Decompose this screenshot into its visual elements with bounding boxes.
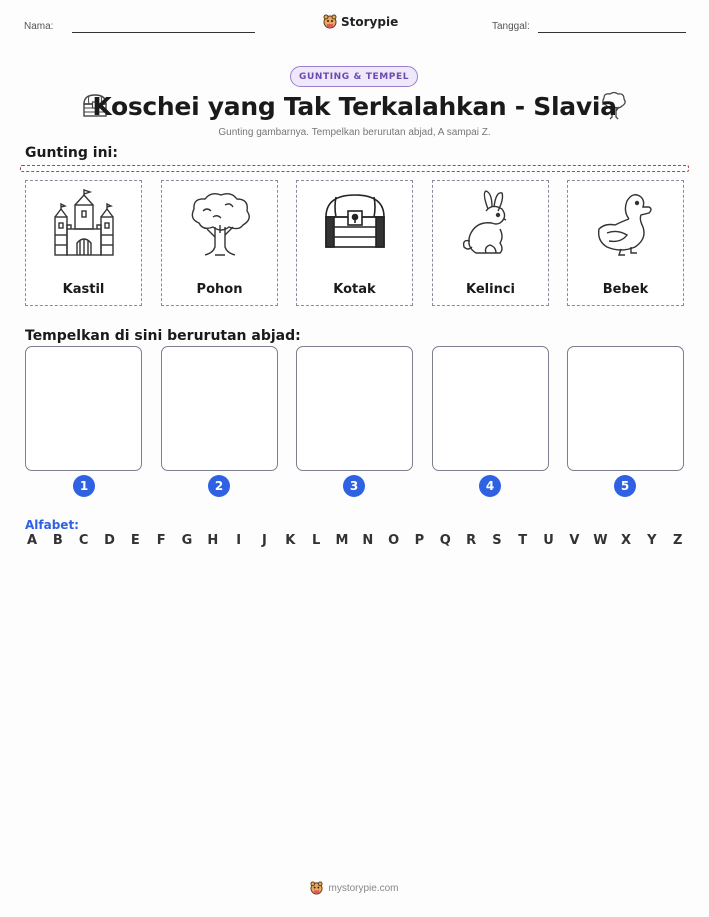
alphabet-letter: S — [492, 533, 502, 548]
card-label: Kelinci — [466, 282, 515, 297]
storypie-logo — [323, 14, 398, 29]
alphabet-letter: O — [388, 533, 400, 548]
paste-heading: Tempelkan di sini berurutan abjad: — [25, 328, 301, 344]
alphabet-letter: B — [52, 533, 63, 548]
cut-line — [20, 165, 689, 172]
slot-number-1: 1 — [73, 475, 95, 497]
cutout-card-chest[interactable] — [296, 180, 413, 306]
card-label: Kotak — [333, 282, 376, 297]
cutout-card-castle[interactable] — [25, 180, 142, 306]
date-label: Tanggal: — [492, 21, 530, 32]
alphabet-letter: X — [621, 533, 632, 548]
alphabet-letter: I — [236, 533, 242, 548]
alphabet-letter: H — [207, 533, 219, 548]
alphabet-letter: J — [262, 533, 267, 548]
cutout-card-tree[interactable] — [161, 180, 278, 306]
alphabet-letter: K — [285, 533, 296, 548]
footer-url[interactable]: mystorypie.com — [328, 882, 399, 894]
alphabet-letter: Z — [672, 533, 683, 548]
tree-icon — [185, 189, 255, 259]
rabbit-icon — [456, 189, 526, 259]
card-label: Pohon — [196, 282, 243, 297]
alphabet-letter: A — [26, 533, 38, 548]
alphabet-letter: F — [156, 533, 166, 548]
page-title: Koschei yang Tak Terkalahkan - Slavia — [92, 92, 617, 121]
alphabet-letter: T — [518, 533, 528, 548]
storypie-mascot-icon — [323, 14, 337, 29]
alphabet-letter: G — [181, 533, 193, 548]
storypie-mascot-icon — [310, 881, 323, 895]
alphabet-letter: L — [311, 533, 321, 548]
alphabet-letter: D — [104, 533, 115, 548]
slot-number-4: 4 — [479, 475, 501, 497]
alphabet-letter: V — [569, 533, 580, 548]
name-label: Nama: — [24, 21, 54, 32]
date-field[interactable] — [538, 32, 686, 33]
alphabet-row — [25, 533, 685, 548]
activity-badge: GUNTING & TEMPEL — [290, 66, 418, 87]
footer — [0, 881, 709, 895]
cutout-card-rabbit[interactable] — [432, 180, 549, 306]
treasure-chest-icon — [320, 189, 390, 259]
duck-icon — [591, 189, 661, 259]
name-field[interactable] — [72, 32, 255, 33]
instructions: Gunting gambarnya. Tempelkan berurutan abjad, A sampai Z. — [218, 127, 491, 138]
slot-number-5: 5 — [614, 475, 636, 497]
alphabet-letter: P — [414, 533, 425, 548]
paste-slot-4[interactable] — [432, 346, 549, 471]
alphabet-heading: Alfabet: — [25, 518, 79, 532]
slot-number-3: 3 — [343, 475, 365, 497]
brand-name: Storypie — [341, 14, 399, 29]
paste-slot-2[interactable] — [161, 346, 278, 471]
paste-slot-5[interactable] — [567, 346, 684, 471]
alphabet-letter: W — [593, 533, 608, 548]
alphabet-letter: M — [335, 533, 349, 548]
slot-number-2: 2 — [208, 475, 230, 497]
alphabet-letter: N — [362, 533, 374, 548]
alphabet-letter: E — [130, 533, 140, 548]
alphabet-letter: R — [466, 533, 477, 548]
paste-slot-3[interactable] — [296, 346, 413, 471]
alphabet-letter: C — [78, 533, 89, 548]
alphabet-letter: U — [543, 533, 554, 548]
alphabet-letter: Q — [439, 533, 451, 548]
castle-icon — [49, 189, 119, 259]
cut-heading: Gunting ini: — [25, 145, 118, 161]
card-label: Kastil — [62, 282, 105, 297]
paste-slot-1[interactable] — [25, 346, 142, 471]
card-label: Bebek — [602, 282, 649, 297]
alphabet-letter: Y — [647, 533, 657, 548]
cutout-card-duck[interactable] — [567, 180, 684, 306]
